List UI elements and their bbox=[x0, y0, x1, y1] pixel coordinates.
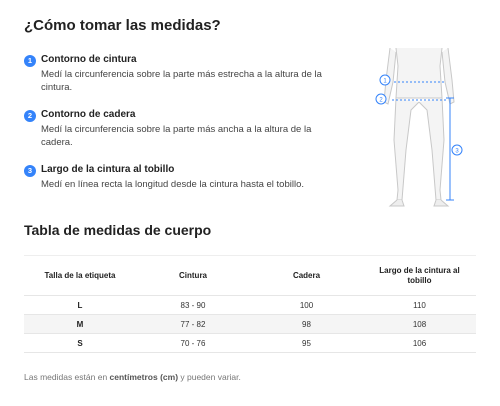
step-description: Medí la circunferencia sobre la parte más estrecha a la altura de la cintura. bbox=[41, 69, 322, 93]
table-header-row bbox=[24, 256, 476, 296]
right-foot-outline bbox=[434, 200, 448, 206]
table-row bbox=[24, 296, 476, 315]
step-description: Medí en línea recta la longitud desde la cintura hasta el tobillo. bbox=[41, 179, 304, 190]
length-value: 106 bbox=[363, 334, 476, 353]
column-header-waist: Cintura bbox=[136, 256, 250, 296]
step-heading: Contorno de cintura bbox=[41, 54, 137, 65]
length-value: 108 bbox=[363, 315, 476, 334]
svg-text:1: 1 bbox=[383, 78, 387, 85]
column-header-size: Talla de la etiqueta bbox=[24, 256, 136, 296]
svg-text:2: 2 bbox=[379, 97, 383, 104]
hip-value: 100 bbox=[250, 296, 363, 315]
size-label: L bbox=[24, 296, 136, 315]
size-table bbox=[24, 255, 476, 353]
table-row bbox=[24, 315, 476, 334]
body-measurement-illustration bbox=[366, 40, 476, 214]
hip-value: 95 bbox=[250, 334, 363, 353]
page-title: ¿Cómo tomar las medidas? bbox=[24, 17, 221, 34]
waist-value: 77 - 82 bbox=[136, 315, 250, 334]
column-header-length: Largo de la cintura al tobillo bbox=[363, 256, 476, 296]
waist-value: 83 - 90 bbox=[136, 296, 250, 315]
units-note-after: y pueden variar. bbox=[178, 372, 241, 382]
step-heading: Largo de la cintura al tobillo bbox=[41, 164, 175, 175]
marker-2 bbox=[376, 94, 386, 104]
torso-outline bbox=[396, 48, 442, 98]
hip-value: 98 bbox=[250, 315, 363, 334]
waist-value: 70 - 76 bbox=[136, 334, 250, 353]
svg-text:3: 3 bbox=[455, 148, 459, 155]
marker-3 bbox=[452, 145, 462, 155]
units-note-before: Las medidas están en bbox=[24, 372, 110, 382]
left-foot-outline bbox=[390, 200, 404, 206]
step-heading: Contorno de cadera bbox=[41, 109, 136, 120]
table-row bbox=[24, 334, 476, 353]
units-note-unit: centímetros (cm) bbox=[109, 372, 179, 382]
step-number-badge: 3 bbox=[24, 165, 36, 177]
units-note bbox=[24, 372, 241, 382]
step-number-badge: 2 bbox=[24, 110, 36, 122]
right-arm-outline bbox=[442, 48, 454, 104]
right-leg-outline bbox=[419, 98, 444, 200]
column-header-hip: Cadera bbox=[250, 256, 363, 296]
length-value: 110 bbox=[363, 296, 476, 315]
size-label: M bbox=[24, 315, 136, 334]
step-number-badge: 1 bbox=[24, 55, 36, 67]
left-leg-outline bbox=[394, 98, 419, 200]
marker-1 bbox=[380, 75, 390, 85]
size-label: S bbox=[24, 334, 136, 353]
step-description: Medí la circunferencia sobre la parte más ancha a la altura de la cadera. bbox=[41, 124, 312, 148]
size-table-title: Tabla de medidas de cuerpo bbox=[24, 222, 212, 238]
